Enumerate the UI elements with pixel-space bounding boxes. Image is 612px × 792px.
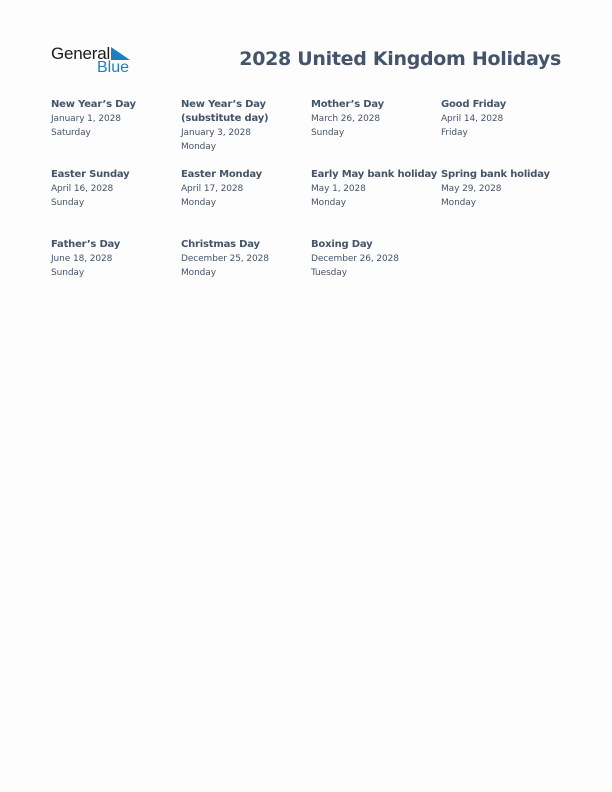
holiday-weekday: Sunday — [51, 268, 85, 278]
holiday-item — [311, 98, 441, 168]
holiday-date: April 14, 2028 — [441, 114, 504, 124]
holiday-item — [181, 98, 311, 168]
holiday-date: May 1, 2028 — [311, 184, 366, 194]
holiday-name: Good Friday — [441, 99, 507, 110]
holiday-weekday: Friday — [441, 128, 468, 138]
holiday-name: Father’s Day — [51, 239, 121, 250]
logo — [51, 44, 141, 78]
holiday-name: Christmas Day — [181, 239, 260, 250]
holiday-item — [311, 168, 441, 238]
holiday-weekday: Monday — [181, 142, 216, 152]
holiday-name: Early May bank holiday — [311, 169, 438, 180]
holiday-date: January 3, 2028 — [181, 128, 251, 138]
holiday-item — [51, 168, 181, 238]
logo-text-blue: Blue — [97, 59, 130, 76]
holiday-weekday: Sunday — [51, 198, 85, 208]
holiday-name: Mother’s Day — [311, 99, 384, 110]
holiday-item — [441, 98, 571, 168]
holiday-date: March 26, 2028 — [311, 114, 380, 124]
holiday-name: Easter Sunday — [51, 169, 130, 180]
holiday-item — [51, 238, 181, 308]
holiday-item — [181, 168, 311, 238]
holiday-date: December 25, 2028 — [181, 254, 269, 264]
page-title: 2028 United Kingdom Holidays — [239, 48, 561, 70]
holiday-item — [441, 168, 571, 238]
holiday-date: January 1, 2028 — [51, 114, 121, 124]
holiday-weekday: Saturday — [51, 128, 91, 138]
holiday-weekday: Monday — [311, 198, 346, 208]
holiday-date: April 17, 2028 — [181, 184, 244, 194]
holiday-name: New Year’s Day — [51, 99, 136, 110]
holiday-name: Easter Monday — [181, 169, 262, 180]
holiday-weekday: Monday — [181, 198, 216, 208]
holiday-weekday: Tuesday — [311, 268, 347, 278]
holiday-date: June 18, 2028 — [51, 254, 113, 264]
holiday-grid — [51, 98, 571, 308]
holiday-weekday: Sunday — [311, 128, 345, 138]
holiday-name: Spring bank holiday — [441, 169, 550, 180]
holiday-name: Boxing Day — [311, 239, 373, 250]
logo-text-general: General — [51, 44, 111, 63]
holiday-item — [311, 238, 441, 308]
holiday-date: April 16, 2028 — [51, 184, 114, 194]
holiday-weekday: Monday — [441, 198, 476, 208]
holiday-date: December 26, 2028 — [311, 254, 399, 264]
holiday-item — [51, 98, 181, 168]
holiday-item — [181, 238, 311, 308]
holiday-name: New Year’s Day (substitute day) — [181, 99, 269, 124]
holiday-weekday: Monday — [181, 268, 216, 278]
holiday-date: May 29, 2028 — [441, 184, 502, 194]
